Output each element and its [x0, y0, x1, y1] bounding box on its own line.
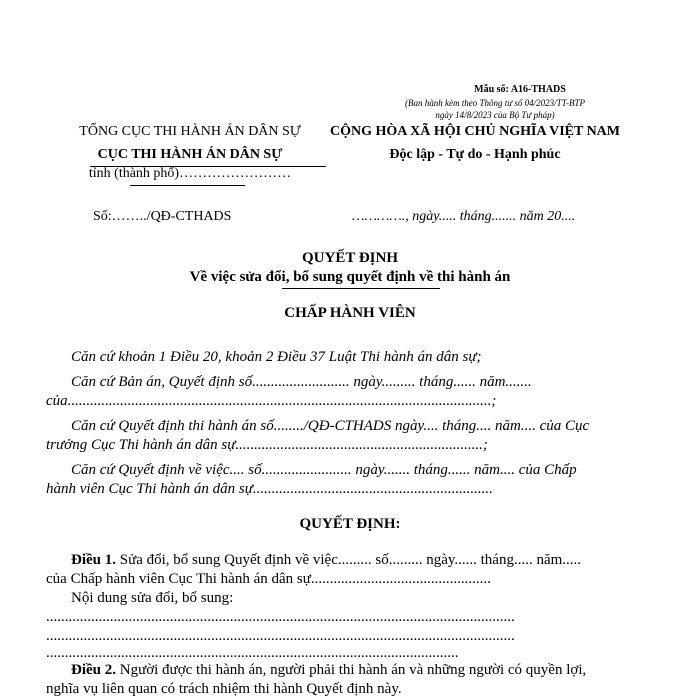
agency-mid: CỤC THI HÀNH ÁN DÂN SỰ: [97, 147, 283, 162]
agency-top: TỔNG CỤC THI HÀNH ÁN DÂN SỰ: [79, 124, 301, 139]
article-1: [71, 552, 581, 569]
basis-line-1: Căn cứ khoản 1 Điều 20, khoản 2 Điều 37 Luật Thi hành án dân sự;: [71, 349, 482, 365]
form-code: Mẫu số: A16-THADS: [474, 84, 566, 95]
basis-line-2: Căn cứ Bản án, Quyết định số.......................... ngày......... tháng...... năm.......: [71, 374, 532, 390]
article-2-text: Người được thi hành án, người phải thi hành án và những người có quyền lợi,: [116, 662, 587, 678]
basis-line-5: trưởng Cục Thi hành án dân sự..................................................................;: [46, 437, 488, 453]
blank-line-1: .............................................................................................................................: [46, 609, 515, 625]
document-date: …………., ngày..... tháng....... năm 20....: [352, 209, 576, 224]
document-number: Số:……../QĐ-CTHADS: [93, 209, 232, 224]
issuing-authority: CHẤP HÀNH VIÊN: [284, 305, 416, 321]
basis-line-6: Căn cứ Quyết định về việc.... số........................ ngày....... tháng...... năm.... của Chấp: [71, 462, 577, 478]
basis-line-7: hành viên Cục Thi hành án dân sự................................................................: [46, 481, 493, 497]
form-note-line1: (Ban hành kèm theo Thông tư số 04/2023/TT-BTP: [405, 98, 585, 108]
agency-sub: tỉnh (thành phố)……………………: [88, 166, 292, 181]
form-note: [360, 97, 630, 121]
subtitle-underline: [282, 288, 440, 289]
article-2-continued: nghĩa vụ liên quan có trách nhiệm thi hành Quyết định này.: [46, 681, 402, 697]
document-title: QUYẾT ĐỊNH: [302, 250, 398, 266]
amendment-content-label: Nội dung sửa đổi, bổ sung:: [71, 590, 234, 606]
blank-line-2: .............................................................................................................................: [46, 628, 515, 644]
agency-sub-underline: [130, 185, 245, 186]
basis-line-4: Căn cứ Quyết định thi hành án số......../QĐ-CTHADS ngày.... tháng.... năm.... của Cục: [71, 418, 590, 434]
republic-name: CỘNG HÒA XÃ HỘI CHỦ NGHĨA VIỆT NAM: [329, 124, 620, 139]
decision-heading: QUYẾT ĐỊNH:: [299, 516, 401, 532]
form-note-line2: ngày 14/8/2023 của Bộ Tư pháp): [435, 110, 555, 120]
article-1-text: Sửa đổi, bổ sung Quyết định về việc......... số......... ngày...... tháng..... năm.....: [116, 552, 582, 568]
article-2-label: Điều 2.: [71, 662, 116, 678]
article-2: [71, 662, 586, 679]
article-1-label: Điều 1.: [71, 552, 116, 568]
national-motto: Độc lập - Tự do - Hạnh phúc: [389, 147, 561, 162]
basis-line-3: của.................................................................................................................;: [46, 393, 497, 409]
blank-line-3: ..............................................................................................................: [46, 645, 459, 661]
article-1-continued: của Chấp hành viên Cục Thi hành án dân sự................................................: [46, 571, 491, 587]
document-subtitle: Về việc sửa đổi, bổ sung quyết định về thi hành án: [189, 269, 511, 285]
